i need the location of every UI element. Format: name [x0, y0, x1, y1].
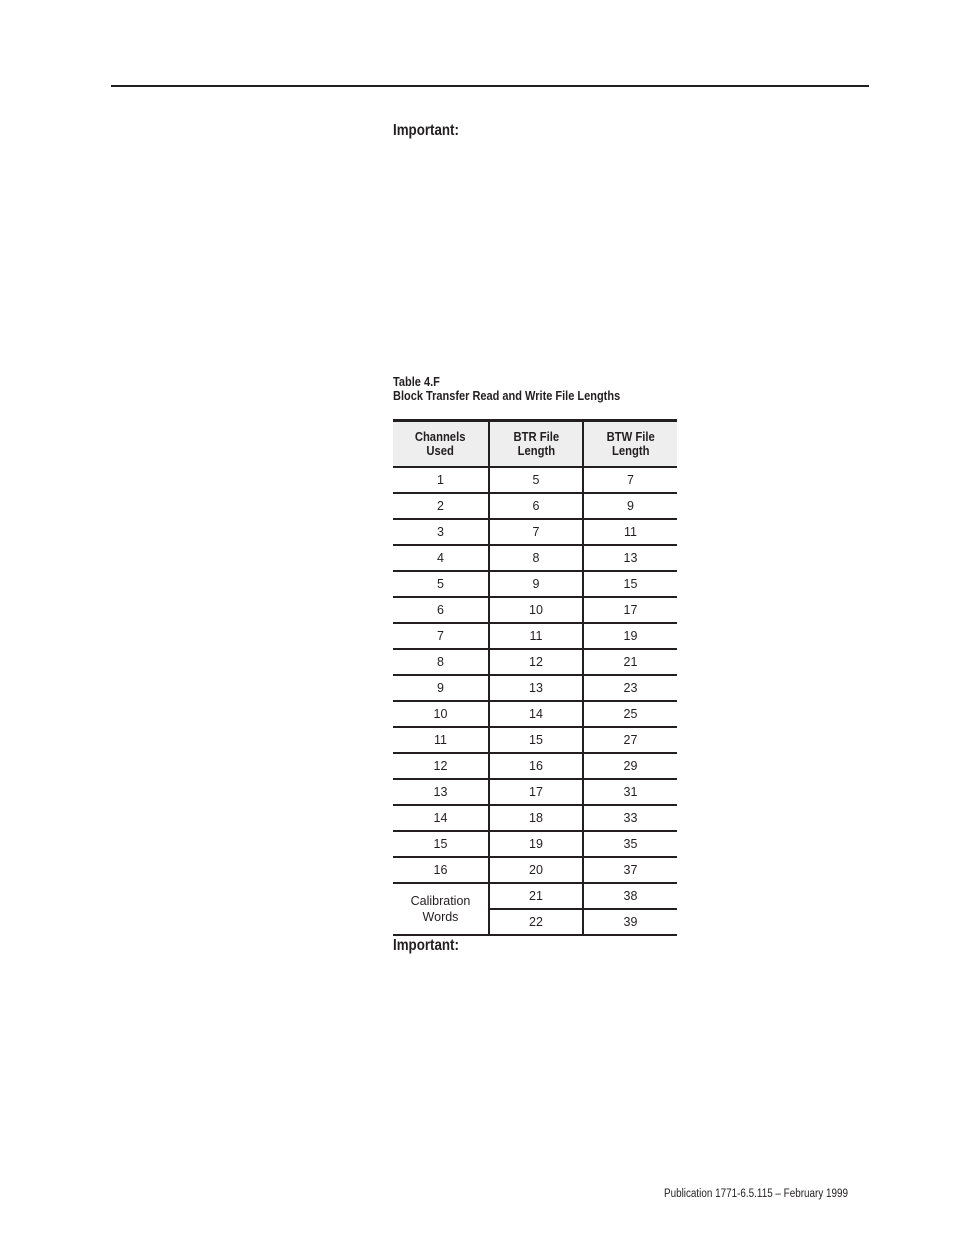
- calibration-words-label: [393, 883, 489, 935]
- table-cell: 35: [583, 831, 677, 857]
- table-cell: 11: [583, 519, 677, 545]
- table-cell: 37: [583, 857, 677, 883]
- table-cell: 10: [489, 597, 583, 623]
- table-cell: 3: [393, 519, 489, 545]
- table-cell: 7: [393, 623, 489, 649]
- header-btr-file-length: BTR File Length: [489, 421, 583, 468]
- table-cell: 13: [393, 779, 489, 805]
- table-row: [393, 597, 677, 623]
- header-channels-used: Channels Used: [393, 421, 489, 468]
- table-title: Block Transfer Read and Write File Lengths: [393, 389, 621, 403]
- table-cell: 13: [489, 675, 583, 701]
- table-cell: 14: [489, 701, 583, 727]
- calibration-row: [393, 883, 677, 909]
- table-cell: 18: [489, 805, 583, 831]
- table-row: [393, 701, 677, 727]
- table-cell: 21: [489, 883, 583, 909]
- table-cell: 22: [489, 909, 583, 935]
- table-cell: 17: [583, 597, 677, 623]
- table-cell: 15: [583, 571, 677, 597]
- table-cell: 29: [583, 753, 677, 779]
- table-cell: 23: [583, 675, 677, 701]
- table-caption: [393, 375, 620, 403]
- table-row: [393, 779, 677, 805]
- table-row: [393, 727, 677, 753]
- table-cell: 12: [393, 753, 489, 779]
- table-cell: 19: [583, 623, 677, 649]
- table-cell: 8: [393, 649, 489, 675]
- table-cell: 20: [489, 857, 583, 883]
- table-row: [393, 545, 677, 571]
- table-cell: 33: [583, 805, 677, 831]
- table-cell: 4: [393, 545, 489, 571]
- table-cell: 10: [393, 701, 489, 727]
- table-cell: 16: [489, 753, 583, 779]
- table-cell: 7: [489, 519, 583, 545]
- table-cell: 11: [393, 727, 489, 753]
- table-cell: 9: [393, 675, 489, 701]
- table-cell: 27: [583, 727, 677, 753]
- file-length-table: [393, 419, 677, 936]
- important-label-top: Important:: [393, 122, 459, 139]
- table-row: [393, 571, 677, 597]
- table-row: [393, 753, 677, 779]
- table-cell: 21: [583, 649, 677, 675]
- table-row: [393, 493, 677, 519]
- table-row: [393, 831, 677, 857]
- table-number: Table 4.F: [393, 375, 440, 389]
- table-cell: 7: [583, 467, 677, 493]
- table-cell: 5: [489, 467, 583, 493]
- table-cell: 12: [489, 649, 583, 675]
- table-row: [393, 519, 677, 545]
- table-cell: 9: [583, 493, 677, 519]
- table-cell: 38: [583, 883, 677, 909]
- calibration-label-line2: Words: [422, 910, 459, 924]
- table-cell: 5: [393, 571, 489, 597]
- table-row: [393, 857, 677, 883]
- table-header-row: [393, 421, 677, 468]
- table-cell: 15: [489, 727, 583, 753]
- calibration-label-line1: Calibration: [410, 894, 471, 908]
- table-row: [393, 623, 677, 649]
- table-cell: 6: [489, 493, 583, 519]
- table-cell: 25: [583, 701, 677, 727]
- table-cell: 17: [489, 779, 583, 805]
- table-row: [393, 675, 677, 701]
- important-label-bottom: Important:: [393, 937, 459, 954]
- table-row: [393, 805, 677, 831]
- table-cell: 15: [393, 831, 489, 857]
- table-row: [393, 649, 677, 675]
- publication-footer: Publication 1771-6.5.115 – February 1999: [664, 1188, 849, 1200]
- table-cell: 1: [393, 467, 489, 493]
- table-cell: 19: [489, 831, 583, 857]
- table-cell: 31: [583, 779, 677, 805]
- table-cell: 2: [393, 493, 489, 519]
- table-cell: 8: [489, 545, 583, 571]
- top-rule: [111, 85, 869, 87]
- table-row: [393, 467, 677, 493]
- table-cell: 13: [583, 545, 677, 571]
- table-cell: 6: [393, 597, 489, 623]
- table-cell: 39: [583, 909, 677, 935]
- table-cell: 16: [393, 857, 489, 883]
- table-cell: 14: [393, 805, 489, 831]
- table-cell: 11: [489, 623, 583, 649]
- header-btw-file-length: BTW File Length: [583, 421, 677, 468]
- table-cell: 9: [489, 571, 583, 597]
